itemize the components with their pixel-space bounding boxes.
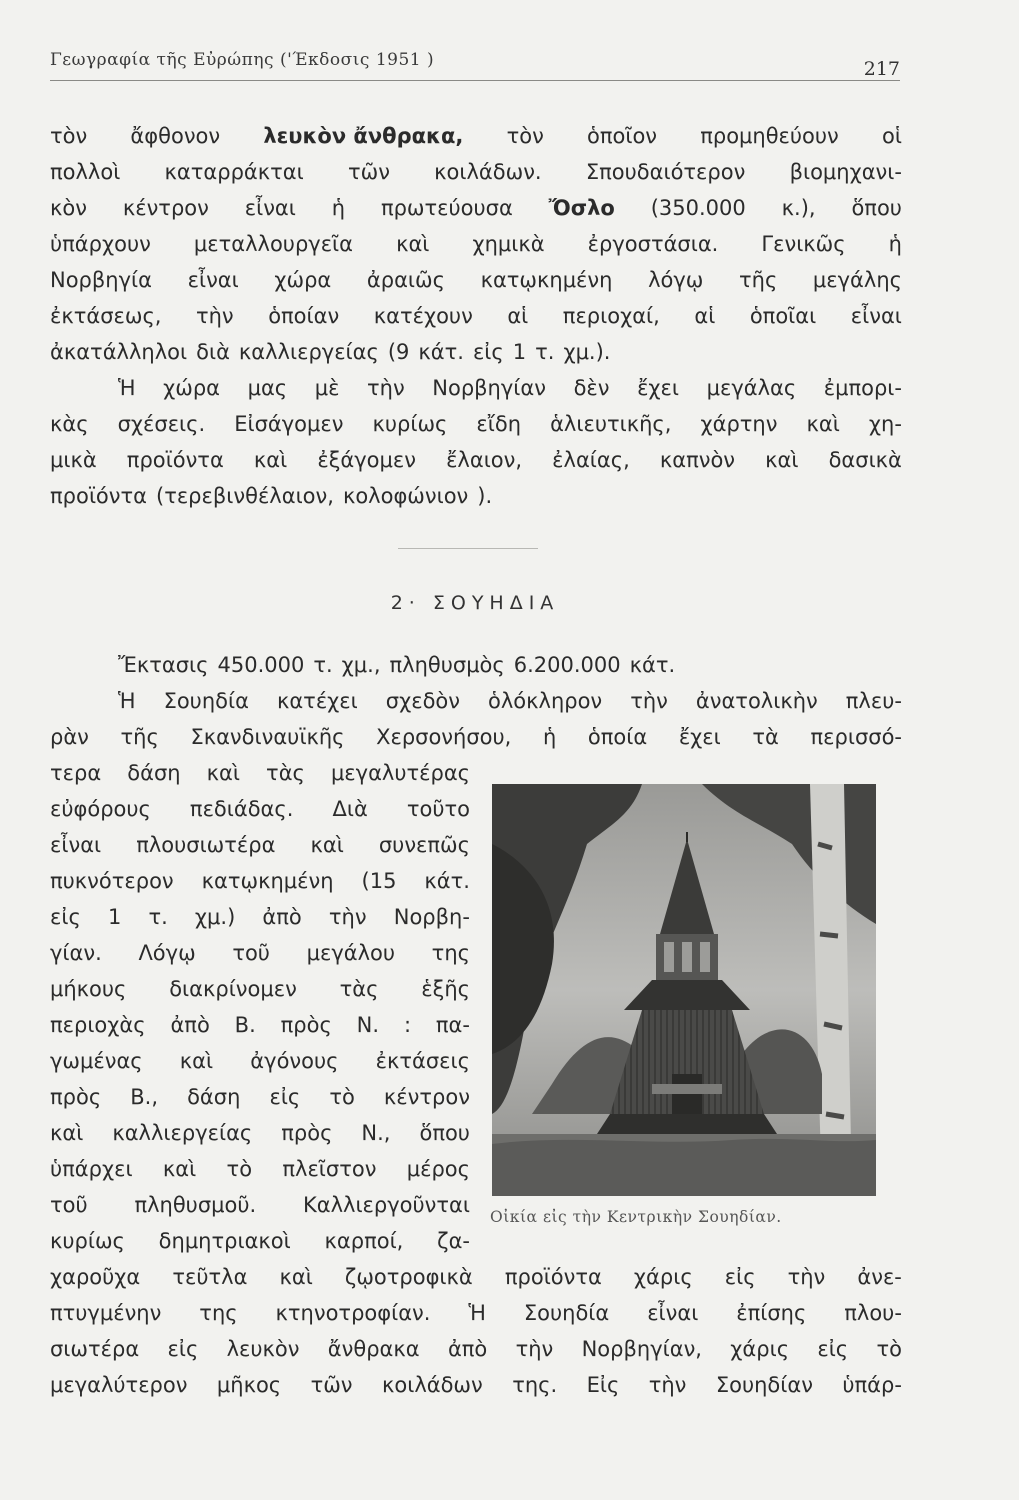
- section-heading-sweden: 2· ΣΟΥΗΔΙΑ: [390, 592, 560, 614]
- text-line: [50, 1008, 470, 1042]
- word: τερα: [50, 761, 102, 785]
- text-line: [50, 1296, 902, 1330]
- word: διακρίνομεν: [169, 977, 297, 1001]
- word: Σουηδίαν: [715, 1373, 813, 1397]
- word: ἐλαίας,: [552, 448, 630, 472]
- text-line: [50, 263, 902, 297]
- word: χημικὰ: [472, 232, 545, 256]
- page-number: 217: [863, 58, 900, 80]
- word: καταρράκται: [164, 160, 304, 184]
- word: σιωτέρα: [50, 1337, 140, 1361]
- word: δασικὰ: [828, 448, 902, 472]
- word: καὶ: [162, 1157, 197, 1181]
- word: ἐκτάσεις: [375, 1049, 470, 1073]
- section-divider: [398, 548, 538, 549]
- word: πολλοὶ: [50, 160, 121, 184]
- running-header: [50, 46, 900, 81]
- word: Νορβη-: [393, 905, 470, 929]
- word: 6.200.000: [513, 653, 621, 677]
- word: κάτ.: [424, 869, 470, 893]
- word: Νορβηγίαν: [432, 376, 546, 400]
- word: ἀγόνους: [250, 1049, 339, 1073]
- word: κολοφώνιον: [342, 484, 469, 508]
- word: σχεδὸν: [385, 689, 460, 713]
- text-line: [50, 191, 902, 225]
- word: της: [431, 941, 470, 965]
- word: πρωτεύουσα: [380, 196, 513, 220]
- word: ἄνθρακα: [327, 1337, 420, 1361]
- text-line: [118, 371, 902, 405]
- word: 450.000: [217, 653, 305, 677]
- word: πρὸς: [50, 1085, 102, 1109]
- text-line: [50, 1188, 470, 1222]
- word: μεγάλου: [306, 941, 396, 965]
- word: Νορβηγία: [50, 268, 152, 292]
- word: Χερσονήσου,: [376, 725, 512, 749]
- word: ἀραιῶς: [366, 268, 445, 292]
- word: Εἰς: [586, 1373, 620, 1397]
- word: τοῦ: [232, 941, 270, 965]
- word: κτηνοτροφίαν.: [275, 1301, 431, 1325]
- text-line: [50, 119, 902, 153]
- word: ἀνε-: [857, 1265, 902, 1289]
- word: τὴν: [630, 689, 668, 713]
- word: εἶναι: [244, 196, 296, 220]
- word: ἡ: [888, 232, 902, 256]
- word: ὑπάρ-: [842, 1373, 902, 1397]
- word: τῆς: [739, 268, 778, 292]
- word: κατῳκημένη: [480, 268, 613, 292]
- word: ὁλόκληρον: [488, 689, 603, 713]
- word: χμ.,: [341, 653, 381, 677]
- word: τ.: [535, 340, 555, 364]
- text-line: [50, 1080, 470, 1114]
- word: Ἡ: [118, 689, 136, 713]
- word: καλλιεργείας: [238, 340, 379, 364]
- word: αἱ: [694, 304, 716, 328]
- word: εἰς: [817, 1337, 849, 1361]
- word: κυρίως: [50, 1229, 125, 1253]
- word: εἰς: [167, 1337, 199, 1361]
- word: ἀκατάλληλοι: [50, 340, 188, 364]
- word: ἀπὸ: [170, 1013, 210, 1037]
- word: εἰς: [724, 1265, 756, 1289]
- word: χάρις: [633, 1265, 693, 1289]
- word: πλεῖστον: [282, 1157, 377, 1181]
- word: ἀπὸ: [262, 905, 302, 929]
- word: τὴν: [328, 905, 367, 929]
- word: πρὸς: [280, 1013, 332, 1037]
- word: αἱ: [507, 304, 529, 328]
- word: ἐπίσης: [736, 1301, 807, 1325]
- emphasized-term: Ὄσλο: [548, 196, 615, 220]
- word: κ.),: [781, 196, 816, 220]
- word: Ἡ: [118, 376, 136, 400]
- word: ὑπάρχει: [50, 1157, 133, 1181]
- word: πλευ-: [845, 689, 902, 713]
- word: τὸν: [506, 124, 544, 148]
- word: τὴν: [367, 376, 405, 400]
- word: τοῦ: [50, 1193, 88, 1217]
- word: κατῳκημένη: [201, 869, 334, 893]
- word: προϊόντα: [504, 1265, 602, 1289]
- word: πρὸς: [281, 1121, 333, 1145]
- word: εἶναι: [50, 833, 102, 857]
- emphasized-term: λευκὸν ἄνθρακα,: [263, 124, 464, 148]
- word: Β.,: [130, 1085, 158, 1109]
- word: ὁποῖον: [587, 124, 658, 148]
- word: μικὰ: [50, 448, 97, 472]
- word: σχέσεις.: [117, 412, 206, 436]
- word: κυρίως: [372, 412, 448, 436]
- word: δάση: [127, 761, 181, 785]
- word: πλου-: [844, 1301, 902, 1325]
- word: κατέχει: [276, 689, 358, 713]
- word: μεγάλης: [812, 268, 902, 292]
- word: χμ.): [194, 905, 236, 929]
- word: ὅπου: [851, 196, 902, 220]
- text-line: [50, 299, 902, 333]
- word: ἔχει: [678, 725, 721, 749]
- word: Σουηδία: [523, 1301, 610, 1325]
- word: κέντρον: [122, 196, 209, 220]
- word: Καλλιεργοῦνται: [302, 1193, 470, 1217]
- word: καλλιεργείας: [112, 1121, 253, 1145]
- word: κατέχουν: [373, 304, 473, 328]
- word: τὰς: [339, 977, 379, 1001]
- word: τὸ: [226, 1157, 253, 1181]
- word: χαροῦχα: [50, 1265, 141, 1289]
- word: πυκνότερον: [50, 869, 174, 893]
- word: διὰ: [196, 340, 230, 364]
- photo-wooden-bell-tower: [492, 784, 876, 1196]
- word: καὶ: [396, 232, 430, 256]
- word: εἰς: [50, 905, 81, 929]
- word: βιομηχανι-: [789, 160, 902, 184]
- text-line: [50, 756, 470, 790]
- running-title: Γεωγραφία τῆς Εὐρώπης ('Έκδοσις 1951 ): [50, 50, 435, 70]
- word: Νορβηγίαν,: [581, 1337, 702, 1361]
- word: Γενικῶς: [761, 232, 846, 256]
- word: λευκὸν: [226, 1337, 300, 1361]
- word: περισσό-: [810, 725, 902, 749]
- text-line: [50, 407, 902, 441]
- word: εἰς: [269, 1085, 301, 1109]
- text-line: [50, 479, 902, 513]
- word: Β.: [234, 1013, 256, 1037]
- word: χώρα: [274, 268, 332, 292]
- word: χάρτην: [700, 412, 778, 436]
- word: Ν.,: [361, 1121, 391, 1145]
- word: :: [403, 1013, 412, 1037]
- word: Σουηδία: [163, 689, 249, 713]
- word: πλουσιωτέρα: [136, 833, 276, 857]
- text-line: [50, 1152, 470, 1186]
- word: (350.000: [650, 196, 746, 220]
- text-line: [50, 1368, 902, 1402]
- word: ἡ: [331, 196, 346, 220]
- word: μεταλλουργεῖα: [193, 232, 354, 256]
- word: (τερεβινθέλαιον,: [156, 484, 334, 508]
- word: χώρα: [163, 376, 221, 400]
- word: καὶ: [179, 1049, 214, 1073]
- text-line: [50, 155, 902, 189]
- word: ἡ: [542, 725, 557, 749]
- word: δάση: [187, 1085, 241, 1109]
- word: ἄφθονον: [130, 124, 221, 148]
- word: κοιλάδων.: [434, 160, 542, 184]
- word: πεδιάδας.: [189, 797, 294, 821]
- word: εὐφόρους: [50, 797, 151, 821]
- word: καὶ: [806, 412, 840, 436]
- text-line: [50, 864, 470, 898]
- word: Σπουδαιότερον: [585, 160, 746, 184]
- text-line: [50, 720, 902, 754]
- word: δημητριακοὶ: [158, 1229, 291, 1253]
- word: μῆκος: [216, 1373, 282, 1397]
- word: ὑπάρχουν: [50, 232, 151, 256]
- word: ὁποῖαι: [749, 304, 817, 328]
- word: μεγαλυτέρας: [330, 761, 470, 785]
- word: ἀνατολικὴν: [695, 689, 818, 713]
- word: τὴν: [787, 1265, 826, 1289]
- word: καρποί,: [324, 1229, 404, 1253]
- word: πα-: [435, 1013, 470, 1037]
- word: ὁποίαν: [268, 304, 340, 328]
- text-line: [50, 972, 470, 1006]
- word: οἱ: [881, 124, 902, 148]
- word: δὲν: [573, 376, 610, 400]
- word: εἶναι: [187, 268, 239, 292]
- word: τ.: [148, 905, 168, 929]
- word: τὴν: [515, 1337, 554, 1361]
- word: ἔλαιον,: [446, 448, 523, 472]
- word: εἴδη: [476, 412, 522, 436]
- text-line: [50, 936, 470, 970]
- word: 1: [512, 340, 527, 364]
- word: καὶ: [253, 448, 288, 472]
- word: Σκανδιναυϊκῆς: [190, 725, 345, 749]
- word: τῆς: [120, 725, 159, 749]
- word: γίαν.: [50, 941, 102, 965]
- word: μὲ: [314, 376, 340, 400]
- text-line: [50, 1260, 902, 1294]
- word: Εἰσάγομεν: [234, 412, 344, 436]
- text-line: [50, 1332, 902, 1366]
- word: ἐξάγομεν: [317, 448, 416, 472]
- text-line: [50, 900, 470, 934]
- word: κάτ.: [629, 653, 676, 677]
- text-line: [50, 1044, 470, 1078]
- word: ὅπου: [419, 1121, 470, 1145]
- word: εἰς: [472, 340, 504, 364]
- word: ἐκτάσεως,: [50, 304, 162, 328]
- word: ἔχει: [637, 376, 680, 400]
- word: περιοχαί,: [562, 304, 660, 328]
- word: Ν.: [356, 1013, 380, 1037]
- figure-caption: Οἰκία εἰς τὴν Κεντρικὴν Σουηδίαν.: [490, 1208, 782, 1226]
- word: χμ.).: [563, 340, 611, 364]
- word: ἐμπορι-: [823, 376, 902, 400]
- word: μας: [247, 376, 288, 400]
- word: ἀπὸ: [447, 1337, 488, 1361]
- word: ἐργοστάσια.: [587, 232, 719, 256]
- word: καὶ: [279, 1265, 313, 1289]
- word: περιοχὰς: [50, 1013, 146, 1037]
- word: ).: [477, 484, 493, 508]
- word: τῶν: [310, 1373, 353, 1397]
- word: τὸ: [329, 1085, 355, 1109]
- word: ὁποία: [587, 725, 648, 749]
- word: πτυγμένην: [50, 1301, 162, 1325]
- word: κάτ.: [418, 340, 464, 364]
- word: Ἡ: [468, 1301, 486, 1325]
- word: τὸν: [50, 124, 88, 148]
- bell-tower-illustration: [492, 784, 876, 1196]
- word: ἁλιευτικῆς,: [550, 412, 672, 436]
- word: τῶν: [347, 160, 390, 184]
- word: καὶ: [206, 761, 240, 785]
- word: τὸ: [876, 1337, 902, 1361]
- word: συνεπῶς: [378, 833, 470, 857]
- word: της: [199, 1301, 238, 1325]
- word: μήκους: [50, 977, 127, 1001]
- word: εἶναι: [647, 1301, 699, 1325]
- word: προμηθεύουν: [700, 124, 839, 148]
- word: κοιλάδων: [381, 1373, 483, 1397]
- word: 1: [107, 905, 122, 929]
- word: καπνὸν: [659, 448, 736, 472]
- word: χη-: [868, 412, 902, 436]
- word: πληθυσμὸς: [389, 653, 505, 677]
- word: μεγαλύτερον: [50, 1373, 188, 1397]
- word: πληθυσμοῦ.: [134, 1193, 257, 1217]
- word: γωμένας: [50, 1049, 143, 1073]
- text-line: [50, 792, 470, 826]
- word: εἶναι: [850, 304, 902, 328]
- text-line: [118, 684, 902, 718]
- word: ἑξῆς: [421, 977, 470, 1001]
- word: προϊόντα: [126, 448, 224, 472]
- word: Ἔκτασις: [118, 653, 209, 677]
- word: (9: [387, 340, 410, 364]
- word: κέντρον: [383, 1085, 470, 1109]
- word: καὶ: [765, 448, 799, 472]
- word: μεγάλας: [706, 376, 797, 400]
- word: τὰ: [752, 725, 779, 749]
- word: τὴν: [195, 304, 234, 328]
- word: Διὰ: [332, 797, 368, 821]
- word: τ.: [313, 653, 333, 677]
- word: τοῦτο: [406, 797, 470, 821]
- text-line: [50, 443, 902, 477]
- word: χάρις: [730, 1337, 790, 1361]
- word: (15: [361, 869, 397, 893]
- word: ζα-: [437, 1229, 470, 1253]
- text-line: [50, 1116, 470, 1150]
- text-line: [50, 335, 902, 369]
- word: ζῳοτροφικὰ: [344, 1265, 473, 1289]
- word: τὰς: [266, 761, 305, 785]
- word: προϊόντα: [50, 484, 147, 508]
- word: της.: [512, 1373, 558, 1397]
- word: καὶ: [50, 1121, 84, 1145]
- text-line: [50, 227, 902, 261]
- word: τὴν: [648, 1373, 687, 1397]
- word: λόγῳ: [648, 268, 704, 292]
- word: καὶ: [310, 833, 344, 857]
- word: Λόγῳ: [138, 941, 196, 965]
- word: κὸν: [50, 196, 87, 220]
- word: τεῦτλα: [172, 1265, 248, 1289]
- text-line: [118, 648, 902, 682]
- text-line: [50, 828, 470, 862]
- word: ρὰν: [50, 725, 89, 749]
- word: κὰς: [50, 412, 89, 436]
- word: μέρος: [406, 1157, 470, 1181]
- text-line: [50, 1224, 470, 1258]
